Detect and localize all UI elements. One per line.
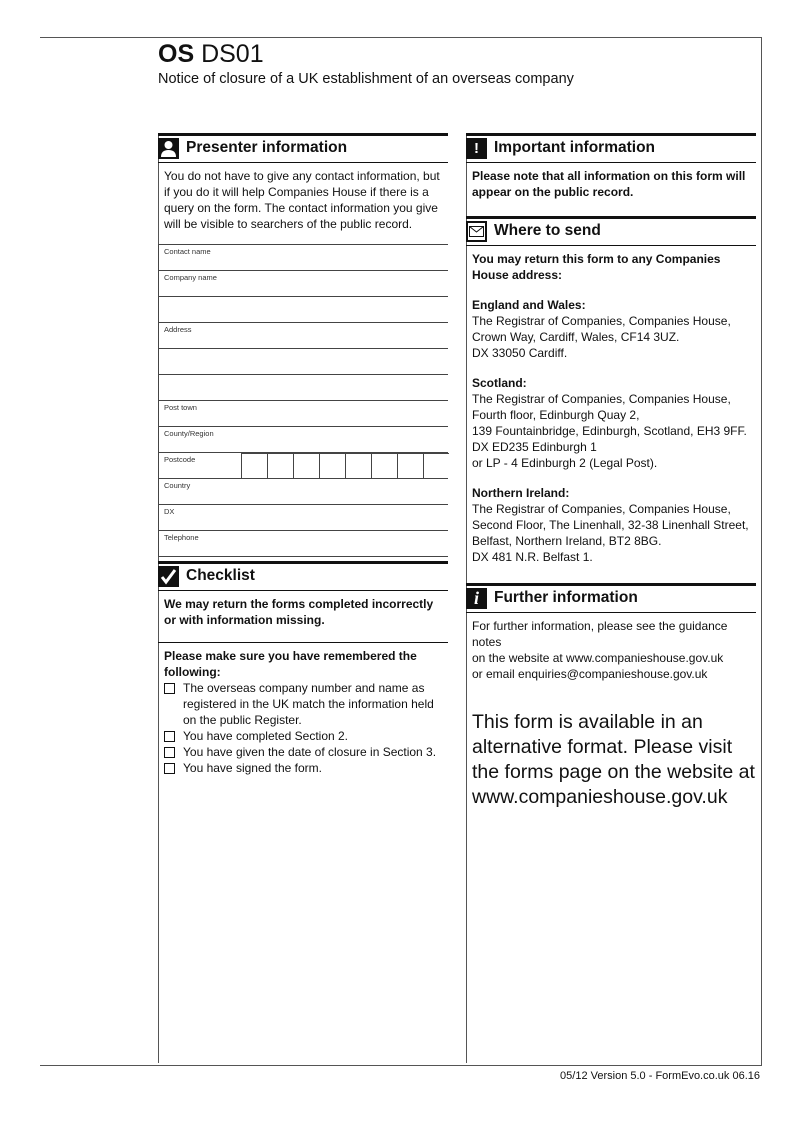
company-name-field[interactable]: Company name (158, 271, 448, 297)
address-field[interactable]: Address (158, 323, 448, 349)
dx-field[interactable]: DX (158, 505, 448, 531)
postcode-cell[interactable] (423, 453, 449, 478)
checkbox[interactable] (164, 747, 175, 758)
scotland-line: or LP - 4 Edinburgh 2 (Legal Post). (472, 456, 658, 470)
exclamation-icon: ! (466, 138, 487, 159)
ni-line: DX 481 N.R. Belfast 1. (472, 550, 593, 564)
presenter-intro: You do not have to give any contact information, but if you do it will help Companies House if there is a query on the form. The contact information you give will be visible to searchers of the public record. (158, 162, 448, 240)
ni-line: Second Floor, The Linenhall, 32-38 Linenhall Street, (472, 518, 749, 532)
where-to-send-intro: You may return this form to any Companies House address: (472, 252, 721, 282)
bottom-rule (40, 1065, 762, 1066)
england-heading: England and Wales: (472, 298, 586, 312)
checkbox[interactable] (164, 763, 175, 774)
postcode-cell[interactable] (345, 453, 371, 478)
further-info-title: Further information (494, 589, 638, 606)
scotland-heading: Scotland: (472, 376, 527, 390)
postcode-cell[interactable] (319, 453, 345, 478)
scotland-line: 139 Fountainbridge, Edinburgh, Scotland, EH3 9FF. (472, 424, 747, 438)
right-rule (761, 37, 762, 1066)
form-code: OS DS01 (158, 40, 264, 68)
where-to-send-title: Where to send (494, 222, 601, 239)
ni-line: The Registrar of Companies, Companies House, (472, 502, 731, 516)
postcode-field[interactable]: Postcode (158, 453, 448, 479)
important-title: Important information (494, 139, 656, 156)
where-to-send-box (466, 245, 756, 571)
right-column (466, 133, 756, 810)
scotland-line: Fourth floor, Edinburgh Quay 2, (472, 408, 640, 422)
address-field-line-3[interactable] (158, 375, 448, 401)
form-header (158, 40, 574, 87)
left-column (158, 133, 448, 782)
important-section-header (466, 133, 756, 158)
country-field[interactable]: Country (158, 479, 448, 505)
checklist-title: Checklist (186, 567, 255, 584)
ni-line: Belfast, Northern Ireland, BT2 8BG. (472, 534, 662, 548)
info-icon: i (466, 588, 487, 609)
presenter-section-header (158, 133, 448, 158)
checklist-item: The overseas company number and name as registered in the UK match the information held on the public Register. (164, 680, 448, 728)
form-subtitle: Notice of closure of a UK establishment of an overseas company (158, 71, 574, 87)
checklist-intro: Please make sure you have remembered the following: (164, 649, 417, 679)
top-rule (40, 37, 762, 38)
checklist-item: You have signed the form. (164, 760, 448, 776)
important-text: Please note that all information on this form will appear on the public record. (466, 162, 756, 214)
alternative-format-notice: This form is available in an alternative format. Please visit the forms page on the website at www.companieshouse.gov.uk (472, 711, 755, 808)
person-icon (158, 138, 179, 159)
presenter-fields (158, 244, 448, 557)
checklist-warning: We may return the forms completed incorrectly or with information missing. (158, 590, 448, 642)
county-field[interactable]: County/Region (158, 427, 448, 453)
checkbox[interactable] (164, 683, 175, 694)
checklist-section-header (158, 561, 448, 586)
scotland-line: DX ED235 Edinburgh 1 (472, 440, 597, 454)
postcode-cell[interactable] (241, 453, 267, 478)
checklist-item: You have completed Section 2. (164, 728, 448, 744)
checklist-item: You have given the date of closure in Section 3. (164, 744, 448, 760)
telephone-field[interactable]: Telephone (158, 531, 448, 557)
checklist-box (158, 642, 448, 782)
postcode-cell[interactable] (397, 453, 423, 478)
further-info-line: For further information, please see the guidance notes (472, 619, 728, 649)
england-line: The Registrar of Companies, Companies House, (472, 314, 731, 328)
further-info-box (466, 612, 756, 688)
where-to-send-section-header (466, 216, 756, 241)
postcode-cells (241, 453, 449, 478)
england-line: DX 33050 Cardiff. (472, 346, 568, 360)
england-line: Crown Way, Cardiff, Wales, CF14 3UZ. (472, 330, 680, 344)
checkmark-icon (158, 566, 179, 587)
further-info-section-header (466, 583, 756, 608)
further-info-line: on the website at www.companieshouse.gov.uk (472, 651, 724, 665)
presenter-title: Presenter information (186, 139, 348, 156)
post-town-field[interactable]: Post town (158, 401, 448, 427)
address-field-line-2[interactable] (158, 349, 448, 375)
ni-heading: Northern Ireland: (472, 486, 570, 500)
contact-name-field[interactable]: Contact name (158, 245, 448, 271)
checkbox[interactable] (164, 731, 175, 742)
postcode-cell[interactable] (371, 453, 397, 478)
postcode-cell[interactable] (293, 453, 319, 478)
company-name-field-line-2[interactable] (158, 297, 448, 323)
envelope-icon (466, 221, 487, 242)
postcode-cell[interactable] (267, 453, 293, 478)
footer-version: 05/12 Version 5.0 - FormEvo.co.uk 06.16 (560, 1070, 760, 1082)
scotland-line: The Registrar of Companies, Companies House, (472, 392, 731, 406)
further-info-line: or email enquiries@companieshouse.gov.uk (472, 667, 708, 681)
